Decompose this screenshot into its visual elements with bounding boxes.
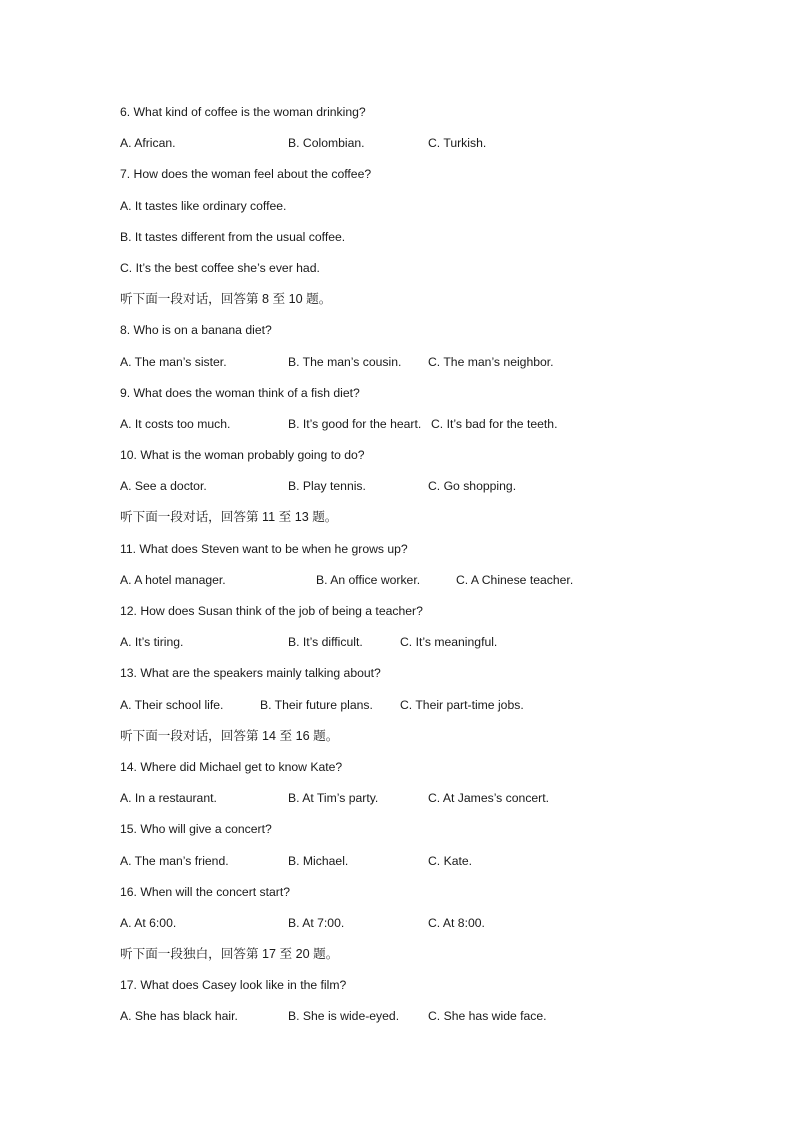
question-15: 15. Who will give a concert?	[120, 822, 272, 837]
options-6	[120, 133, 720, 164]
option-12c: C. It’s meaningful.	[400, 635, 498, 650]
option-6a: A. African.	[120, 136, 176, 151]
option-9c: C. It’s bad for the teeth.	[431, 416, 558, 431]
options-13	[120, 695, 720, 726]
question-11: 11. What does Steven want to be when he grows up?	[120, 541, 408, 556]
question-list	[120, 102, 720, 1038]
option-12b: B. It’s difficult.	[288, 635, 363, 650]
option-10c: C. Go shopping.	[428, 479, 517, 494]
options-8	[120, 352, 720, 383]
option-7b: B. It tastes different from the usual coffee.	[120, 229, 346, 244]
options-9	[120, 414, 720, 445]
question-14: 14. Where did Michael get to know Kate?	[120, 759, 343, 774]
section-heading-14-16: 听下面一段对话，回答第 14 至 16 题。	[120, 728, 339, 743]
option-16a: A. At 6:00.	[120, 915, 177, 930]
options-14	[120, 788, 720, 819]
option-8b: B. The man’s cousin.	[288, 354, 402, 369]
option-8c: C. The man’s neighbor.	[428, 354, 554, 369]
option-10a: A. See a doctor.	[120, 479, 207, 494]
option-14a: A. In a restaurant.	[120, 791, 217, 806]
option-15c: C. Kate.	[428, 853, 473, 868]
option-13c: C. Their part-time jobs.	[400, 697, 524, 712]
option-13b: B. Their future plans.	[260, 697, 373, 712]
option-10b: B. Play tennis.	[288, 479, 366, 494]
options-10	[120, 476, 720, 507]
option-16c: C. At 8:00.	[428, 915, 485, 930]
options-11	[120, 570, 720, 601]
options-17	[120, 1006, 720, 1037]
question-16: 16. When will the concert start?	[120, 884, 291, 899]
options-12	[120, 632, 720, 663]
option-8a: A. The man’s sister.	[120, 354, 227, 369]
option-17b: B. She is wide-eyed.	[288, 1009, 400, 1024]
question-12: 12. How does Susan think of the job of being a teacher?	[120, 604, 423, 618]
question-13: 13. What are the speakers mainly talking about?	[120, 666, 381, 681]
option-15b: B. Michael.	[288, 853, 349, 868]
question-10: 10. What is the woman probably going to do?	[120, 448, 365, 463]
option-6b: B. Colombian.	[288, 136, 365, 151]
option-13a: A. Their school life.	[120, 697, 224, 712]
option-16b: B. At 7:00.	[288, 915, 345, 930]
section-heading-17-20: 听下面一段独白，回答第 17 至 20 题。	[120, 947, 339, 962]
option-7c: C. It’s the best coffee she’s ever had.	[120, 260, 320, 275]
section-heading-11-13: 听下面一段对话，回答第 11 至 13 题。	[120, 510, 338, 525]
question-6: 6. What kind of coffee is the woman drinking?	[120, 105, 366, 119]
option-6c: C. Turkish.	[428, 136, 487, 151]
option-14c: C. At James’s concert.	[428, 791, 550, 806]
option-17c: C. She has wide face.	[428, 1009, 547, 1024]
option-7a: A. It tastes like ordinary coffee.	[120, 198, 287, 213]
question-9: 9. What does the woman think of a fish diet?	[120, 385, 360, 400]
options-15	[120, 851, 720, 882]
option-17a: A. She has black hair.	[120, 1009, 238, 1024]
option-11c: C. A Chinese teacher.	[456, 572, 574, 587]
option-14b: B. At Tim’s party.	[288, 791, 379, 806]
option-9a: A. It costs too much.	[120, 416, 231, 431]
option-15a: A. The man’s friend.	[120, 853, 229, 868]
option-11b: B. An office worker.	[316, 572, 421, 587]
option-12a: A. It’s tiring.	[120, 635, 184, 650]
question-17: 17. What does Casey look like in the film?	[120, 978, 347, 993]
section-heading-8-10: 听下面一段对话，回答第 8 至 10 题。	[120, 292, 332, 307]
question-7: 7. How does the woman feel about the coffee?	[120, 167, 372, 182]
options-16	[120, 913, 720, 944]
question-8: 8. Who is on a banana diet?	[120, 323, 272, 338]
option-11a: A. A hotel manager.	[120, 572, 226, 587]
option-9b: B. It’s good for the heart.	[288, 416, 422, 431]
